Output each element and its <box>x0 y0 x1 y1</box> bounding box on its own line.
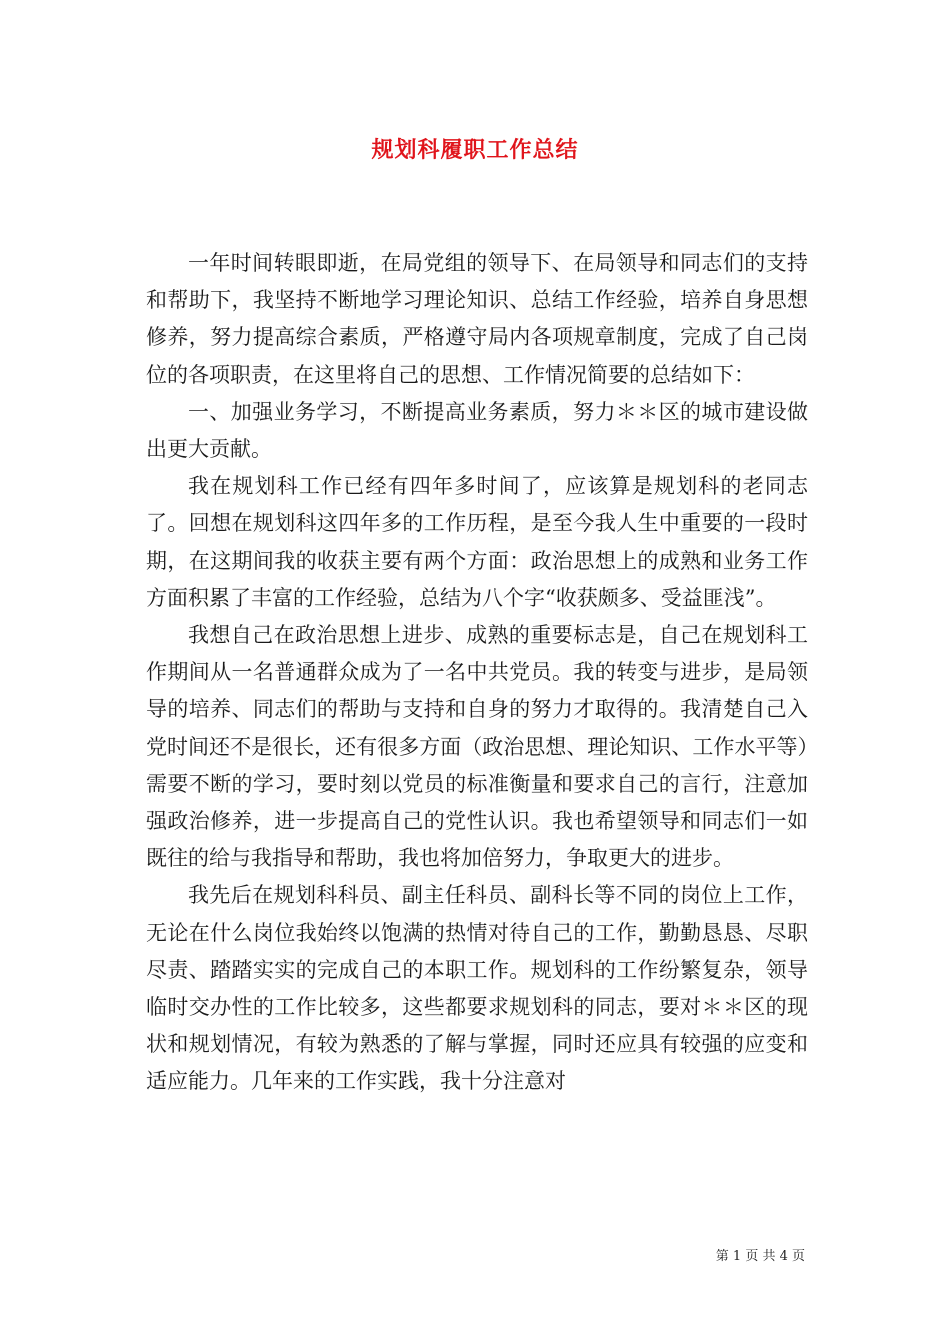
paragraph-work-history: 我在规划科工作已经有四年多时间了，应该算是规划科的老同志了。回想在规划科这四年多的工作历程，是至今我人生中重要的一段时期，在这期间我的收获主要有两个方面：政治思想上的成熟和业务工作方面积累了丰富的工作经验，总结为八个字“收获颇多、受益匪浅”。 <box>146 474 808 610</box>
paragraph-section-heading: 一、加强业务学习，不断提高业务素质，努力＊＊区的城市建设做出更大贡献。 <box>146 399 808 462</box>
paragraph-intro: 一年时间转眼即逝，在局党组的领导下、在局领导和同志们的支持和帮助下，我坚持不断地学习理论知识、总结工作经验，培养自身思想修养，努力提高综合素质，严格遵守局内各项规章制度，完成了自己岗位的各项职责，在这里将自己的思想、工作情况简要的总结如下： <box>146 251 808 387</box>
document-body <box>146 245 808 1101</box>
document-title: 规划科履职工作总结 <box>371 137 579 163</box>
paragraph-political-progress: 我想自己在政治思想上进步、成熟的重要标志是，自己在规划科工作期间从一名普通群众成为了一名中共党员。我的转变与进步，是局领导的培养、同志们的帮助与支持和自身的努力才取得的。我清楚自己入党时间还不是很长，还有很多方面（政治思想、理论知识、工作水平等）需要不断的学习，要时刻以党员的标准衡量和要求自己的言行，注意加强政治修养，进一步提高自己的党性认识。我也希望领导和同志们一如既往的给与我指导和帮助，我也将加倍努力，争取更大的进步。 <box>146 623 808 871</box>
paragraph-positions: 我先后在规划科科员、副主任科员、副科长等不同的岗位上工作，无论在什么岗位我始终以饱满的热情对待自己的工作，勤勤恳恳、尽职尽责、踏踏实实的完成自己的本职工作。规划科的工作纷繁复杂，领导临时交办性的工作比较多，这些都要求规划科的同志，要对＊＊区的现状和规划情况，有较为熟悉的了解与掌握，同时还应具有较强的应变和适应能力。几年来的工作实践，我十分注意对 <box>146 883 808 1094</box>
page-number-footer: 第 1 页 共 4 页 <box>715 1249 805 1264</box>
